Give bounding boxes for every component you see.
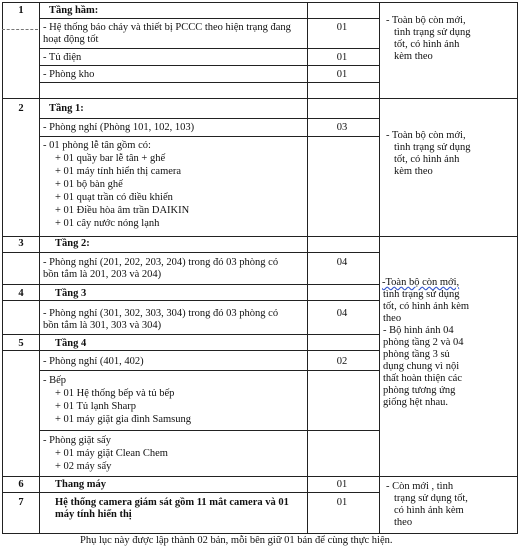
kitchen-title: - Bếp: [43, 375, 67, 386]
condition-note: - Bộ hình ảnh 04: [383, 325, 454, 336]
row-number: 3: [18, 238, 24, 249]
inner-line: [39, 136, 379, 137]
inner-line: [39, 82, 379, 83]
condition-note: tốt, có hình ảnh: [394, 154, 460, 165]
condition-note: theo: [394, 517, 413, 528]
inner-line: [39, 370, 379, 371]
condition-note: tình trạng sử dụng: [394, 27, 471, 38]
laundry-item: + 01 máy giặt Clean Chem: [55, 448, 168, 459]
row-heading: Thang máy: [55, 479, 107, 490]
kitchen-item: + 01 máy giặt gia đình Samsung: [55, 414, 191, 425]
row-divider-floor3: [3, 334, 379, 335]
condition-note: theo: [383, 313, 402, 324]
condition-note: có hình ảnh kèm: [394, 505, 464, 516]
item-description: hoạt động tốt: [43, 34, 99, 45]
condition-note: - Toàn bộ còn mới,: [386, 130, 466, 141]
item-quantity: 01: [336, 52, 348, 63]
condition-note: dụng chung vì nội: [383, 361, 460, 372]
lobby-item: + 01 quầy bar lễ tân + ghế: [55, 153, 166, 164]
condition-note: - Toàn bộ còn mới,: [386, 15, 466, 26]
lobby-item: + 01 Điều hòa âm trần DAIKIN: [55, 205, 190, 216]
condition-note: phòng tương ứng: [383, 385, 456, 396]
condition-note: tình trạng sử dụng: [383, 289, 460, 300]
row-number: 7: [18, 497, 24, 508]
lobby-title: - 01 phòng lễ tân gồm có:: [43, 140, 151, 151]
row-number: 2: [18, 103, 24, 114]
condition-note: kèm theo: [394, 51, 433, 62]
inner-line: [39, 18, 379, 19]
row-heading: Tầng 3: [55, 288, 87, 299]
item-description: - Phòng nghỉ (Phòng 101, 102, 103): [43, 122, 195, 133]
lobby-item: + 01 cây nước nóng lạnh: [55, 218, 160, 229]
row-number: 4: [18, 288, 24, 299]
condition-note: phòng tầng 3 sủ: [383, 349, 450, 360]
item-quantity: 02: [336, 356, 348, 367]
row-divider-basement: [3, 98, 517, 99]
row-divider-floor2-head: [3, 252, 379, 253]
inner-line: [39, 118, 379, 119]
condition-note: thất hoàn thiện các: [383, 373, 463, 384]
item-quantity: 04: [336, 308, 348, 319]
row-heading: Tầng 1:: [49, 103, 84, 114]
item-description: bồn tắm là 201, 203 và 204): [43, 269, 162, 280]
condition-note: - Còn mới , tình: [386, 481, 454, 492]
kitchen-item: + 01 Hệ thống bếp và tủ bếp: [55, 388, 175, 399]
item-description: - Phòng nghỉ (301, 302, 303, 304) trong đó 03 phòng có: [43, 308, 279, 319]
condition-note: trạng sử dụng tốt,: [394, 493, 468, 504]
row-heading: Hệ thống camera giám sát gồm 11 mắt camera và 01: [55, 497, 289, 508]
lobby-item: + 01 bộ bàn ghế: [55, 179, 123, 190]
row-heading: Tầng hầm:: [49, 5, 99, 16]
row-divider-floor4-head: [3, 350, 379, 351]
row-heading: Tầng 2:: [55, 238, 90, 249]
row-heading: Tầng 4: [55, 338, 87, 349]
footer-text: Phụ lục này được lập thành 02 bản, mỗi bên giữ 01 bản để cùng thực hiện.: [80, 535, 393, 546]
item-quantity: 01: [336, 69, 348, 80]
row-divider-floor1: [3, 236, 517, 237]
row-number: 1: [18, 5, 24, 16]
item-description: - Phòng nghỉ (201, 202, 203, 204) trong đó 03 phòng có: [43, 257, 279, 268]
item-quantity: 01: [336, 22, 348, 33]
item-quantity: 01: [336, 479, 348, 490]
row-heading: máy tính hiển thị: [55, 509, 132, 520]
row-divider-floor3-head: [3, 300, 379, 301]
inner-line: [39, 65, 379, 66]
item-quantity: 03: [336, 122, 348, 133]
col-divider-quantity: [379, 3, 380, 533]
item-description: - Hệ thống báo cháy và thiết bị PCCC theo hiện trạng đang: [43, 22, 291, 33]
condition-note: tình trạng sử dụng: [394, 142, 471, 153]
item-description: - Tủ điện: [43, 52, 82, 63]
row-divider-elevator: [3, 492, 379, 493]
row-divider-floor4: [3, 476, 517, 477]
laundry-item: + 02 máy sấy: [55, 461, 112, 472]
item-description: - Phòng kho: [43, 69, 95, 80]
table-edge-marker: [2, 29, 38, 30]
laundry-title: - Phòng giặt sấy: [43, 435, 111, 446]
condition-note: -Toàn bộ còn mới,: [382, 277, 460, 288]
item-description: bồn tắm là 301, 303 và 304): [43, 320, 162, 331]
inventory-table: [2, 2, 518, 534]
inner-line: [39, 430, 379, 431]
condition-note: tốt, có hình ảnh kèm: [383, 301, 470, 312]
inner-line: [39, 48, 379, 49]
item-quantity: 01: [336, 497, 348, 508]
item-quantity: 04: [336, 257, 348, 268]
row-number: 6: [18, 479, 24, 490]
condition-note: phòng tầng 2 và 04: [383, 337, 464, 348]
lobby-item: + 01 máy tính hiển thị camera: [55, 166, 182, 177]
condition-note: kèm theo: [394, 166, 433, 177]
condition-note: tốt, có hình ảnh: [394, 39, 460, 50]
row-divider-floor2: [3, 284, 379, 285]
row-number: 5: [18, 338, 24, 349]
condition-note: giống hệt nhau.: [383, 397, 449, 408]
lobby-item: + 01 quạt trần có điều khiển: [55, 192, 173, 203]
kitchen-item: + 01 Tủ lạnh Sharp: [55, 401, 136, 412]
item-description: - Phòng nghỉ (401, 402): [43, 356, 144, 367]
